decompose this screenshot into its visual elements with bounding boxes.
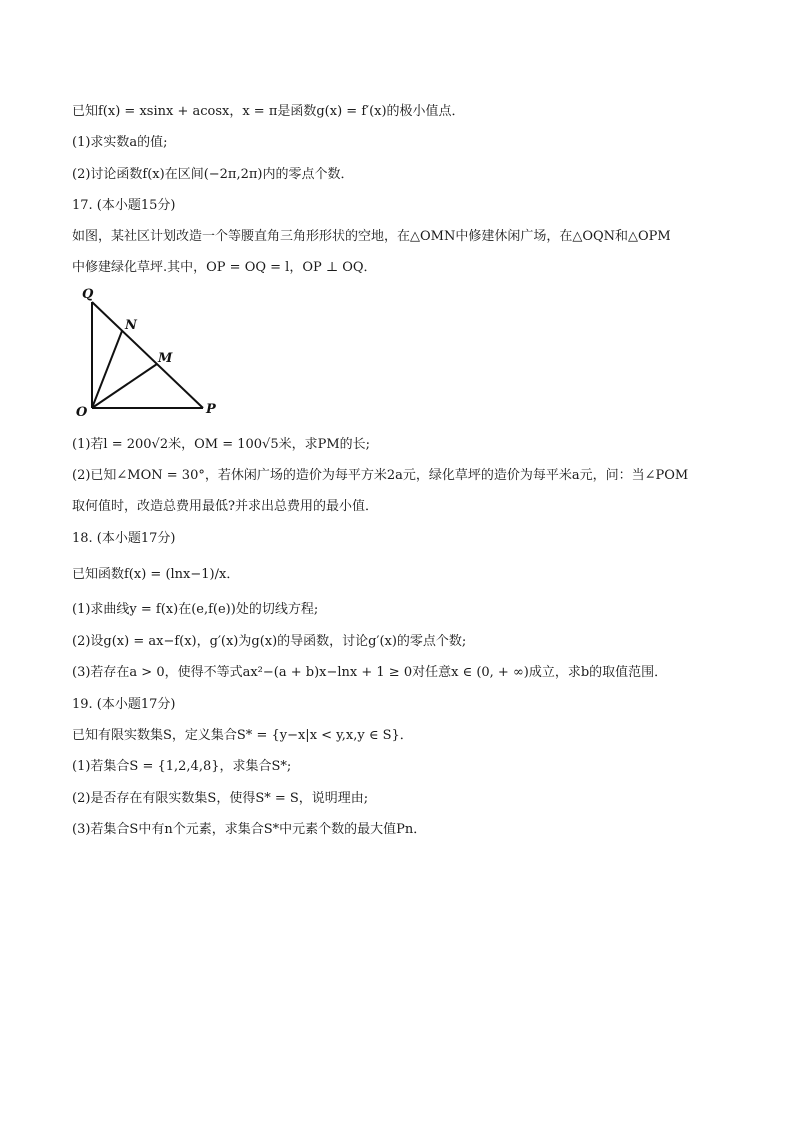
label-o: O [76,405,88,419]
problem-17-header: 17. (本小题15分) [72,198,176,213]
problem-19-part-3: (3)若集合S中有n个元素，求集合S*中元素个数的最大值Pn． [72,822,427,837]
segment-om [92,364,157,408]
label-m: M [158,351,173,366]
problem-17-part-1: (1)若l = 200√2米，OM = 100√5米，求PM的长; [72,437,371,452]
problem-19-statement: 已知有限实数集S，定义集合S* = {y−x|x < y,x,y ∈ S}． [72,728,413,743]
problem-16-statement: 已知f(x) = xsinx + acosx，x = π是函数g(x) = f′(x)的极小值点． [72,104,465,119]
problem-18-part-1: (1)求曲线y = f(x)在(e,f(e))处的切线方程; [72,602,319,617]
problem-18-part-2: (2)设g(x) = ax−f(x)，g′(x)为g(x)的导函数，讨论g′(x)的零点个数; [72,634,467,649]
problem-18-statement: 已知函数f(x) = (lnx−1)/x． [72,567,240,582]
segment-on [92,331,122,408]
problem-17-part-2-line-1: (2)已知∠MON = 30°，若休闲广场的造价为每平方米2a元，绿化草坪的造价为每平米a元，问：当∠POM [72,468,689,483]
problem-17-statement-line-2: 中修建绿化草坪.其中，OP = OQ = l，OP ⊥ OQ． [72,260,377,275]
problem-19-part-2: (2)是否存在有限实数集S，使得S* = S，说明理由; [72,791,369,806]
problem-19-part-1: (1)若集合S = {1,2,4,8}，求集合S*; [72,759,292,774]
label-n: N [125,318,137,333]
problem-18-part-3: (3)若存在a > 0，使得不等式ax²−(a + b)x−lnx + 1 ≥ 0对任意x ∈ (0, + ∞)成立，求b的取值范围． [72,665,668,680]
problem-19-header: 19. (本小题17分) [72,697,176,712]
problem-16-part-2: (2)讨论函数f(x)在区间(−2π,2π)内的零点个数． [72,167,354,182]
problem-17-statement-line-1: 如图，某社区计划改造一个等腰直角三角形形状的空地，在△OMN中修建休闲广场，在△OQN和△OPM [72,229,671,244]
label-q: Q [82,287,94,302]
problem-17-part-2-line-2: 取何值时，改造总费用最低?并求出总费用的最小值． [72,499,378,514]
triangle-figure [70,284,230,419]
problem-18-header: 18. (本小题17分) [72,531,176,546]
segment-qp [92,302,203,408]
label-p: P [206,402,216,417]
problem-16-part-1: (1)求实数a的值; [72,135,168,150]
